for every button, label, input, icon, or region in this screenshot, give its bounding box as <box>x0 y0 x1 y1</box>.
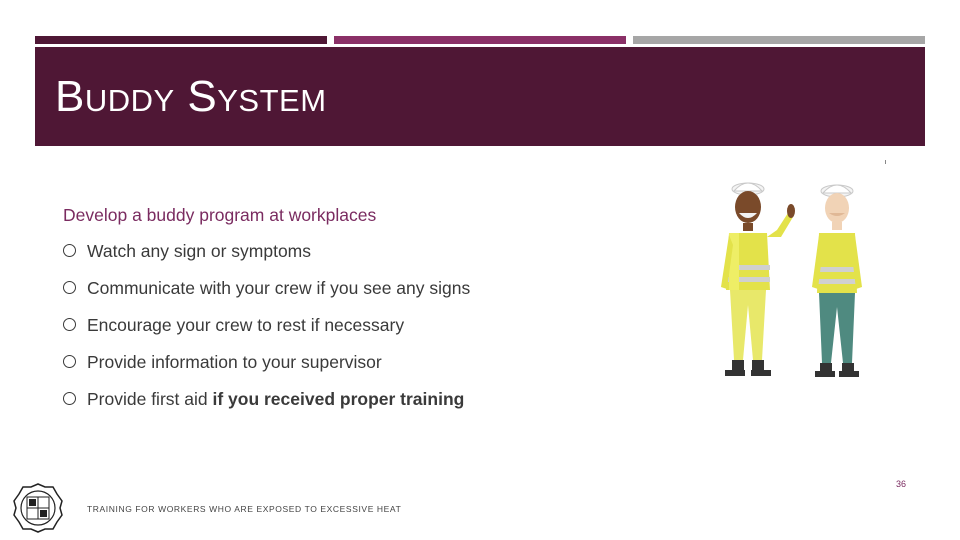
two-construction-workers-illustration <box>715 175 880 390</box>
accent-bar-left <box>35 36 327 44</box>
slide-title: Buddy System <box>55 72 327 121</box>
title-band <box>35 47 925 146</box>
bullet-text-emphasis: if you received proper training <box>212 389 465 409</box>
hollow-circle-icon <box>63 392 76 405</box>
worker-left <box>721 183 795 376</box>
footer-text: TRAINING FOR WORKERS WHO ARE EXPOSED TO EXCESSIVE HEAT <box>87 504 402 514</box>
page-number: 36 <box>896 479 907 489</box>
bullet-item <box>63 239 493 263</box>
hollow-circle-icon <box>63 281 76 294</box>
bullet-item <box>63 276 493 300</box>
decorative-tick <box>885 160 886 164</box>
bullet-text: Encourage your crew to rest if necessary <box>87 315 405 335</box>
bullet-item <box>63 350 493 374</box>
bullet-text: Watch any sign or symptoms <box>87 241 312 261</box>
bullet-text: Communicate with your crew if you see any signs <box>87 278 471 298</box>
bullet-text: Provide first aid <box>87 389 213 409</box>
hollow-circle-icon <box>63 355 76 368</box>
university-seal-icon <box>13 483 63 533</box>
bullet-list <box>63 239 493 424</box>
accent-bar-middle <box>334 36 626 44</box>
bullet-text: Provide information to your supervisor <box>87 352 382 372</box>
bullet-item <box>63 313 493 337</box>
worker-right <box>812 185 862 377</box>
bullet-item <box>63 387 493 411</box>
hollow-circle-icon <box>63 244 76 257</box>
intro-text: Develop a buddy program at workplaces <box>63 205 377 225</box>
accent-bar-right <box>633 36 925 44</box>
hollow-circle-icon <box>63 318 76 331</box>
